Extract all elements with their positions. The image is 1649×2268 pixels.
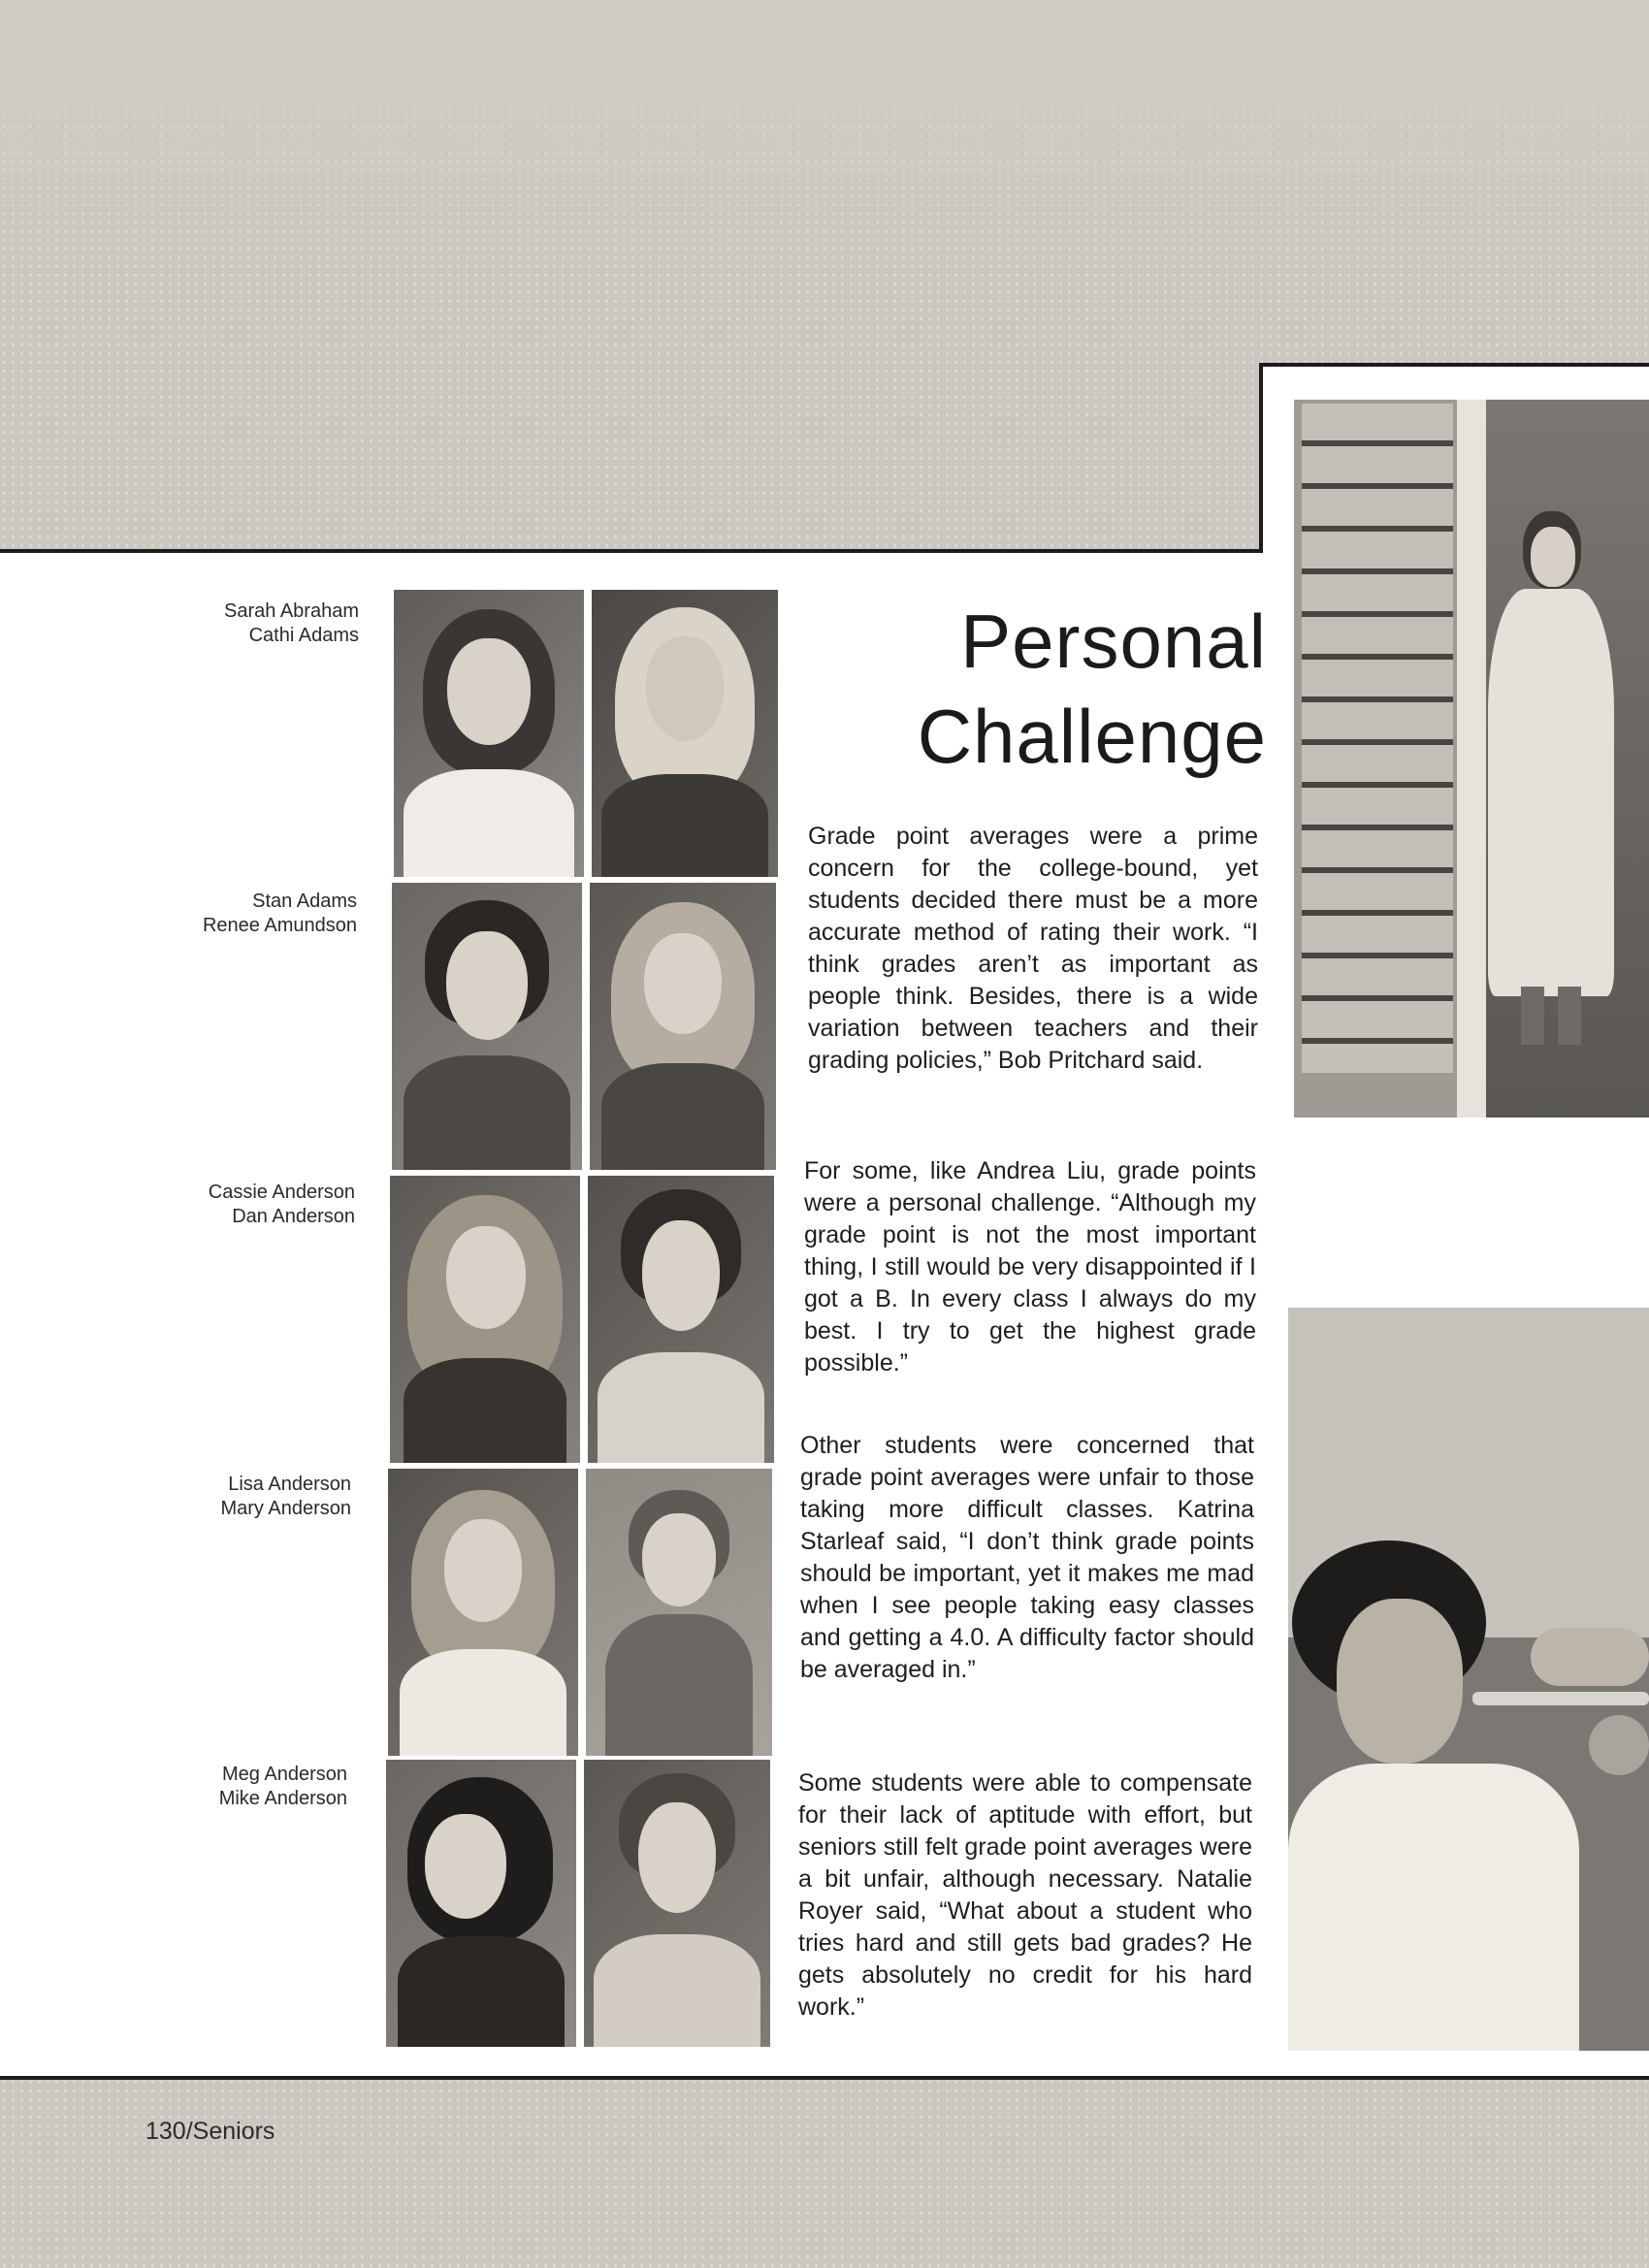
page-title: Personal Challenge — [917, 599, 1267, 779]
portrait-photo — [390, 1176, 580, 1463]
trumpet — [1472, 1692, 1649, 1705]
window-frame — [1302, 404, 1453, 1073]
student-name: Renee Amundson — [202, 915, 357, 936]
portrait-photo — [392, 883, 582, 1170]
portrait-photo — [394, 590, 584, 877]
portrait-label-row-3 — [64, 1181, 355, 1229]
student-figure — [1478, 511, 1624, 1054]
article-paragraph: Grade point averages were a prime concern for the college-bound, yet students decided there must be a more accurate method of rating their work. “I think grades aren’t as important as people think. Besides, there is a wide variation between teachers and their grading policies,” Bob Pritchard said. — [808, 823, 1258, 1074]
candid-photo-student-in-doorway — [1294, 400, 1649, 1118]
student-name: Mary Anderson — [220, 1498, 351, 1519]
top-rule-left — [0, 549, 1263, 553]
top-rule-vertical — [1259, 363, 1263, 553]
top-rule-right — [1259, 363, 1649, 367]
page-folio: 130/Seniors — [146, 2118, 275, 2145]
bottom-rule — [0, 2076, 1649, 2080]
student-name: Sarah Abraham — [224, 600, 359, 622]
trumpet-bell — [1589, 1715, 1649, 1775]
article-paragraph: Other students were concerned that grade point averages were unfair to those taking more difficult classes. Katrina Starleaf said, “I don’t think grade points should be important, yet it makes me mad when I see people taking easy classes and getting a 4.0. A difficulty factor should be averaged in.” — [800, 1432, 1254, 1683]
article-paragraph: For some, like Andrea Liu, grade points were a personal challenge. “Although my grade point is not the most important thing, I still would be very disappointed if I got a B. In every class I always do my best. I try to get the highest grade possible.” — [804, 1157, 1256, 1377]
portrait-label-row-2 — [66, 890, 357, 938]
student-name: Dan Anderson — [232, 1206, 355, 1227]
portrait-photo — [592, 590, 778, 877]
student-name: Lisa Anderson — [228, 1474, 351, 1495]
portrait-label-row-4 — [60, 1473, 351, 1521]
player-shirt — [1288, 1764, 1579, 2051]
article-paragraph: Some students were able to compensate for their lack of aptitude with effort, but seniors still felt grade point averages were a bit unfair, although necessary. Natalie Royer said, “What about a student who tries hard and still gets bad grades? He gets absolutely no credit for his hard work.” — [798, 1769, 1252, 2021]
portrait-photo — [588, 1176, 774, 1463]
student-name: Stan Adams — [252, 891, 357, 912]
page-background-fade — [0, 0, 1649, 291]
portrait-photo — [584, 1760, 770, 2047]
player-face — [1337, 1599, 1463, 1764]
portrait-photo — [386, 1760, 576, 2047]
student-name: Cathi Adams — [248, 625, 359, 646]
student-name: Meg Anderson — [222, 1764, 347, 1785]
player-arm — [1531, 1628, 1649, 1686]
portrait-photo — [388, 1469, 578, 1756]
portrait-label-row-5 — [56, 1763, 347, 1811]
portrait-label-row-1 — [68, 599, 359, 648]
candid-photo-trumpet-player — [1288, 1308, 1649, 2051]
student-name: Cassie Anderson — [208, 1182, 355, 1203]
portrait-photo — [586, 1469, 772, 1756]
portrait-photo — [590, 883, 776, 1170]
student-name: Mike Anderson — [218, 1788, 347, 1809]
